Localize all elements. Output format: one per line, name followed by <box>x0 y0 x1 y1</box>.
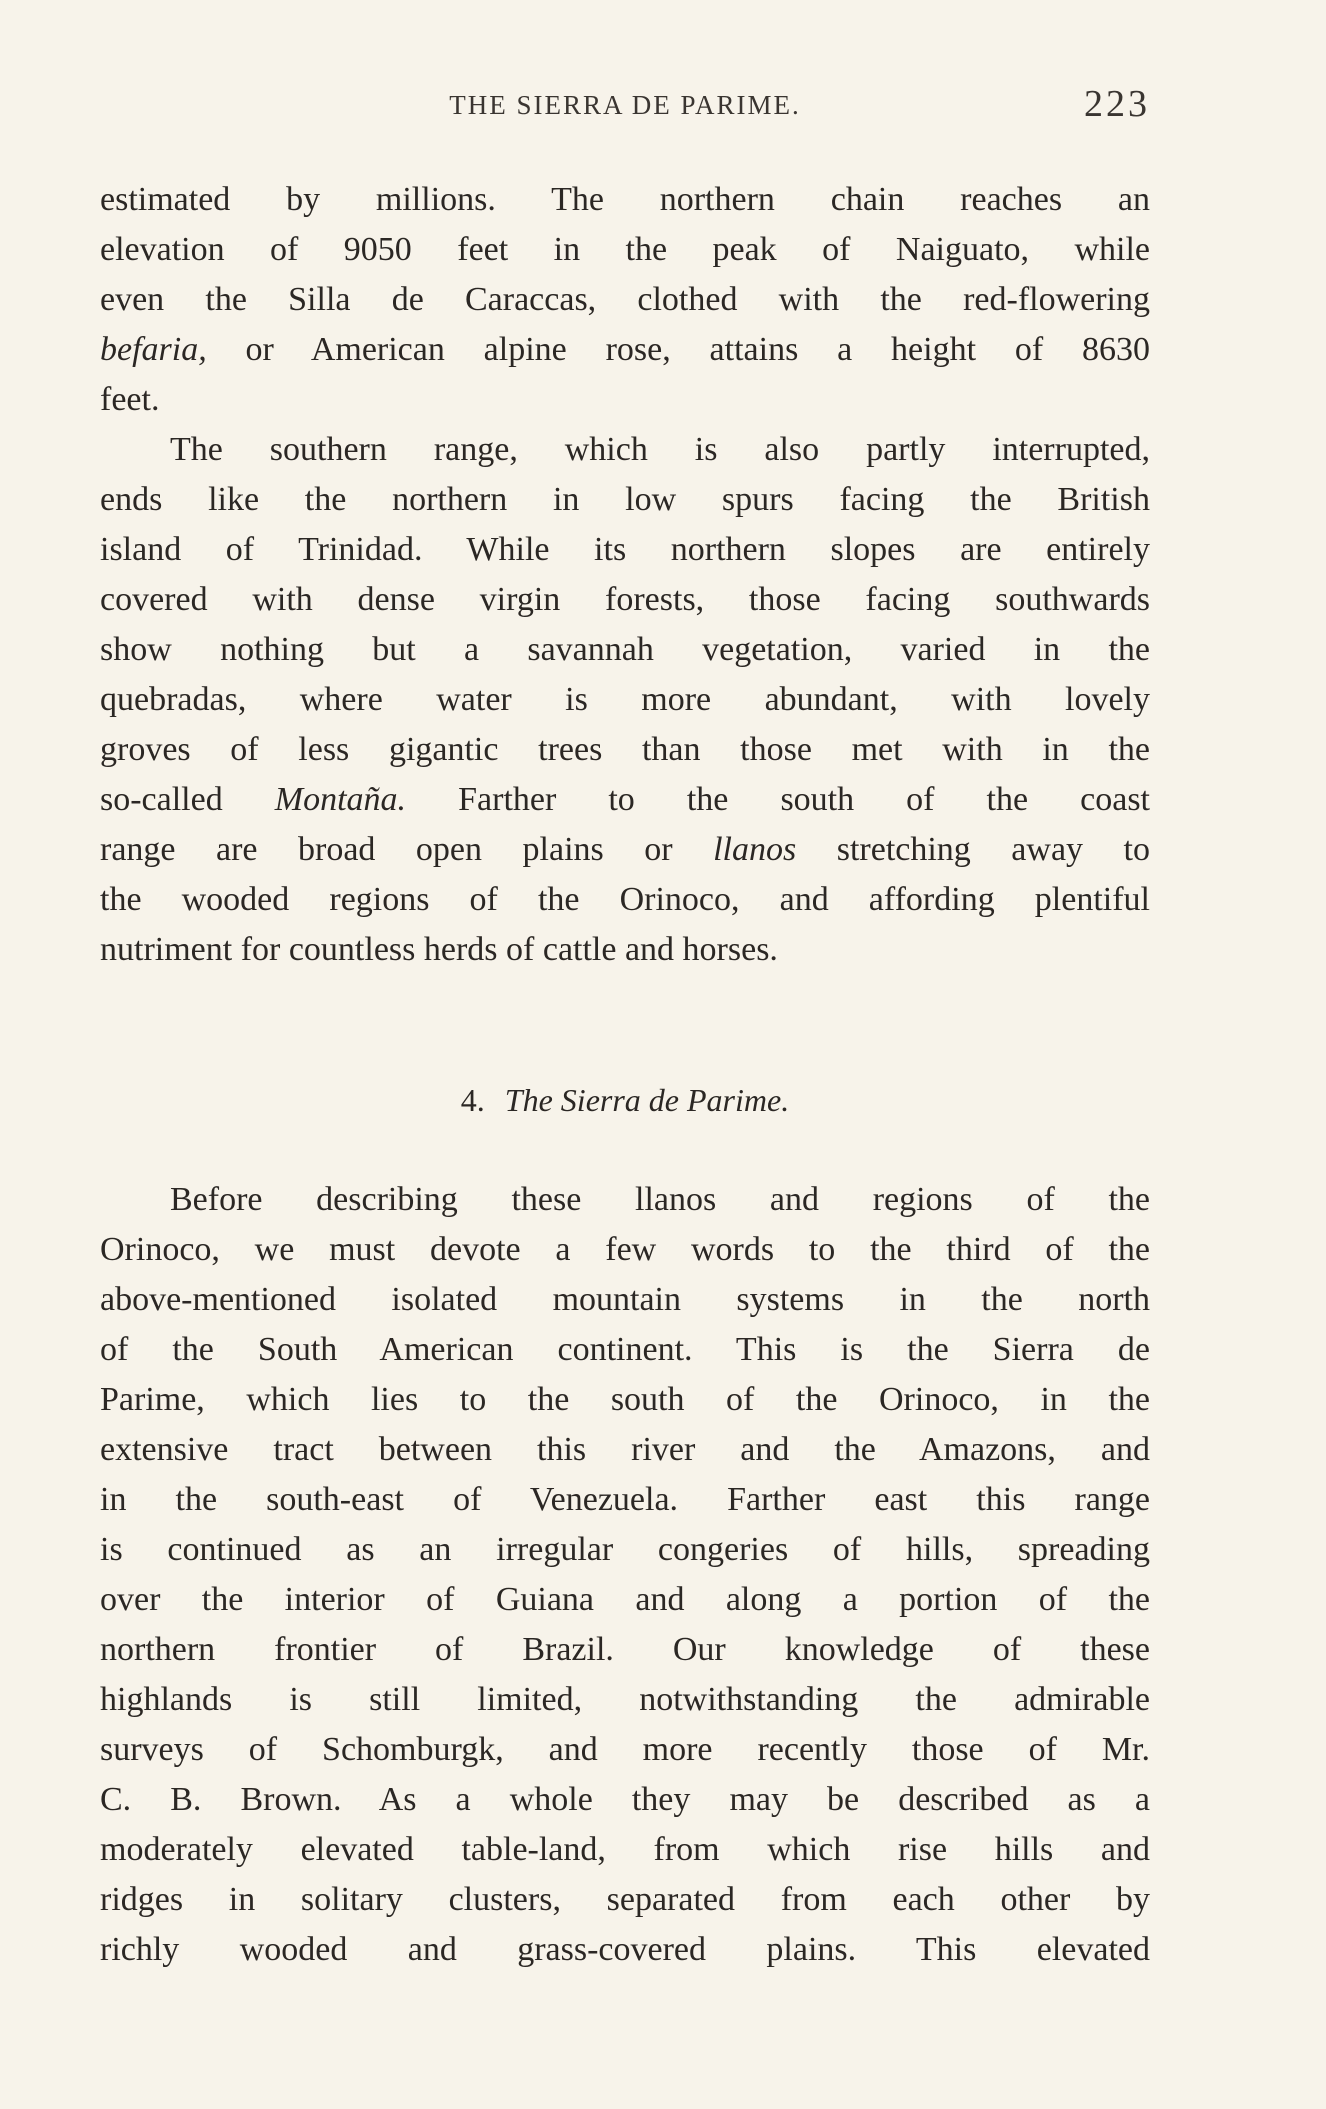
text-line: estimated by millions. The northern chain reaches an <box>100 181 1150 218</box>
italic-term: llanos <box>713 831 797 868</box>
text-line: northern frontier of Brazil. Our knowledge of these <box>100 1631 1150 1668</box>
text-line: island of Trinidad. While its northern slopes are entirely <box>100 531 1150 568</box>
page-number: 223 <box>1084 83 1150 125</box>
text-run: Farther to the south of the coast <box>406 781 1150 818</box>
italic-term: befaria, <box>100 331 207 368</box>
text-run: range are broad open plains or <box>100 831 714 868</box>
text-line: is continued as an irregular congeries of hills, spreading <box>100 1531 1150 1568</box>
text-line: extensive tract between this river and the Amazons, and <box>100 1431 1150 1468</box>
running-header <box>100 82 1150 132</box>
text-line: even the Silla de Caraccas, clothed with the red-flowering <box>100 281 1150 318</box>
text-line: covered with dense virgin forests, those facing southwards <box>100 581 1150 618</box>
text-line: C. B. Brown. As a whole they may be described as a <box>100 1781 1150 1818</box>
text-line <box>100 775 1150 825</box>
text-line: over the interior of Guiana and along a portion of the <box>100 1581 1150 1618</box>
text-line: groves of less gigantic trees than those met with in the <box>100 731 1150 768</box>
text-line: Parime, which lies to the south of the Orinoco, in the <box>100 1381 1150 1418</box>
section-title: The Sierra de Parime. <box>504 1082 790 1118</box>
paragraph-2 <box>100 425 1150 975</box>
section-number: 4. <box>460 1082 485 1118</box>
text-line: The southern range, which is also partly interrupted, <box>170 431 1150 468</box>
text-line: surveys of Schomburgk, and more recently those of Mr. <box>100 1731 1150 1768</box>
text-line <box>100 825 1150 875</box>
paragraph-1 <box>100 175 1150 425</box>
text-line: moderately elevated table-land, from which rise hills and <box>100 1831 1150 1868</box>
text-line: highlands is still limited, notwithstanding the admirable <box>100 1681 1150 1718</box>
text-line <box>100 325 1150 375</box>
paragraph-3 <box>100 1175 1150 1975</box>
text-line: ridges in solitary clusters, separated from each other by <box>100 1881 1150 1918</box>
running-title: THE SIERRA DE PARIME. <box>449 90 801 120</box>
text-line: nutriment for countless herds of cattle and horses. <box>100 931 778 968</box>
text-line: above-mentioned isolated mountain systems in the north <box>100 1281 1150 1318</box>
text-line: ends like the northern in low spurs facing the British <box>100 481 1150 518</box>
text-line: quebradas, where water is more abundant, with lovely <box>100 681 1150 718</box>
text-line: Orinoco, we must devote a few words to the third of the <box>100 1231 1150 1268</box>
italic-term: Montaña. <box>274 781 407 818</box>
text-line: show nothing but a savannah vegetation, varied in the <box>100 631 1150 668</box>
text-run: stretching away to <box>796 831 1150 868</box>
text-line: in the south-east of Venezuela. Farther east this range <box>100 1481 1150 1518</box>
text-line: of the South American continent. This is the Sierra de <box>100 1331 1150 1368</box>
text-line: Before describing these llanos and regions of the <box>170 1181 1150 1218</box>
text-line: the wooded regions of the Orinoco, and affording plentiful <box>100 881 1150 918</box>
text-line: richly wooded and grass-covered plains. This elevated <box>100 1931 1150 1968</box>
section-spacer <box>100 975 1150 1075</box>
text-line: feet. <box>100 381 160 418</box>
text-run: or American alpine rose, attains a height of 8630 <box>206 331 1150 368</box>
text-run: so-called <box>100 781 275 818</box>
section-heading <box>100 1075 1150 1125</box>
text-line: elevation of 9050 feet in the peak of Naiguato, while <box>100 231 1150 268</box>
body-text <box>100 175 1150 1975</box>
